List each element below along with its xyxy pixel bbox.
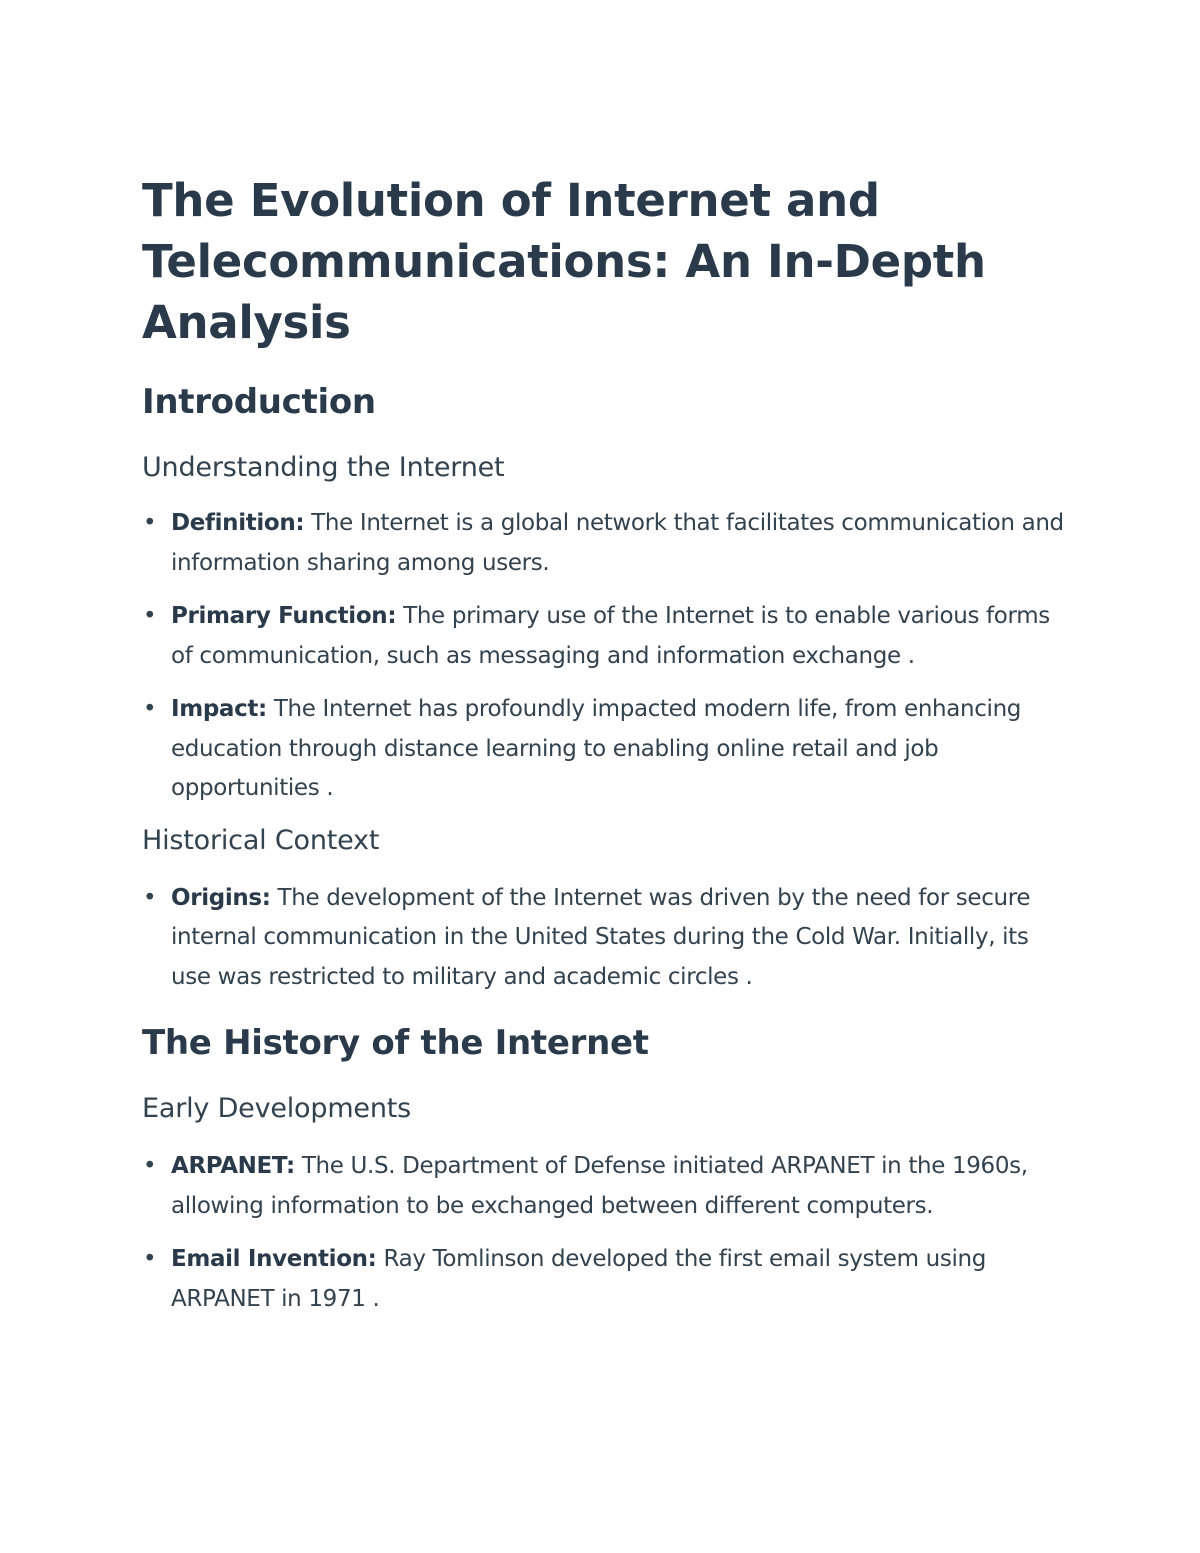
list-item <box>142 690 1071 809</box>
bullet-icon: • <box>143 510 157 536</box>
subsection-heading-understanding-the-internet: Understanding the Internet <box>142 452 505 483</box>
list-item <box>142 1240 1071 1319</box>
bullet-icon: • <box>143 603 157 629</box>
subsection-heading-historical-context: Historical Context <box>142 824 380 856</box>
bullet-list-early-developments <box>142 1147 1060 1319</box>
list-item-term: Impact: <box>171 696 267 722</box>
list-item-term: Primary Function: <box>171 603 397 629</box>
list-item-text: The development of the Internet was driven by the need for secure internal communication in the United States during the Cold War. Initially, its use was restricted to military and academic circles . <box>171 884 1031 990</box>
list-item <box>142 597 1071 676</box>
list-item-term: Origins: <box>171 884 271 911</box>
document-title: The Evolution of Internet and Telecommunications: An In-Depth Analysis <box>142 174 986 349</box>
list-item <box>142 504 1071 583</box>
list-item-term: ARPANET: <box>171 1153 295 1179</box>
section-heading-history-of-the-internet: The History of the Internet <box>142 1023 649 1063</box>
section-heading-introduction: Introduction <box>142 382 376 422</box>
list-item-text: The primary use of the Internet is to enable various forms of communication, such as messaging and information exchange . <box>171 603 1050 669</box>
list-item-text: The Internet has profoundly impacted modern life, from enhancing education through distance learning to enabling online retail and job opportunities . <box>171 696 1022 801</box>
subsection-heading-early-developments: Early Developments <box>142 1093 411 1124</box>
bullet-icon: • <box>143 1246 157 1272</box>
list-item <box>142 879 1071 998</box>
list-item-text: The Internet is a global network that facilitates communication and information sharing among users. <box>171 510 1064 576</box>
list-item-text: The U.S. Department of Defense initiated ARPANET in the 1960s, allowing information to be exchanged between different computers. <box>171 1153 1028 1219</box>
bullet-list-historical-context <box>142 879 1060 998</box>
bullet-icon: • <box>143 1153 157 1179</box>
list-item-term: Email Invention: <box>171 1246 377 1272</box>
bullet-list-understanding-the-internet <box>142 504 1064 809</box>
bullet-icon: • <box>143 884 157 911</box>
list-item-text: Ray Tomlinson developed the first email system using ARPANET in 1971 . <box>171 1246 986 1312</box>
bullet-icon: • <box>143 696 157 722</box>
list-item-term: Definition: <box>171 510 305 536</box>
list-item <box>142 1147 1071 1226</box>
